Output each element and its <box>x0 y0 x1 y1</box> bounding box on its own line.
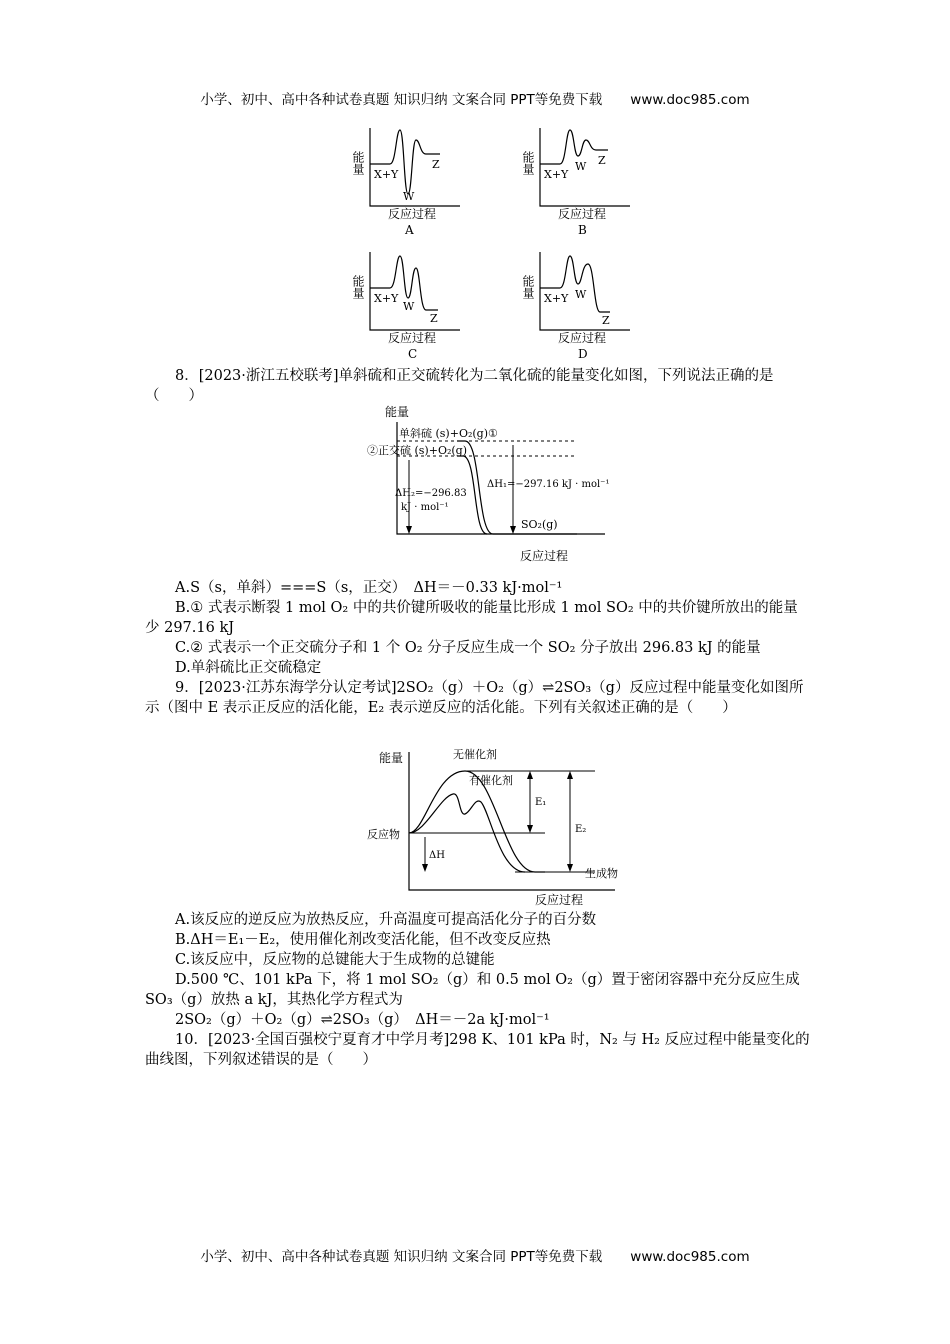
q7-diagram-b <box>520 126 640 236</box>
svg-text:反应过程: 反应过程 <box>558 207 607 221</box>
svg-text:W: W <box>403 190 415 203</box>
q7-diagram-d <box>520 250 640 360</box>
svg-text:生成物: 生成物 <box>585 867 618 880</box>
q7-ylabel: 能量 <box>351 151 365 175</box>
svg-text:ΔH₂=−296.83: ΔH₂=−296.83 <box>395 488 467 499</box>
svg-text:B: B <box>578 223 587 237</box>
svg-text:D: D <box>578 347 588 361</box>
q8-stem: 8．[2023·浙江五校联考]单斜硫和正交硫转化为二氧化硫的能量变化如图，下列说法正确的是（ ） <box>145 368 774 404</box>
q8-xlabel: 反应过程 <box>520 549 569 563</box>
svg-text:能量: 能量 <box>521 275 535 299</box>
q10-stem: 10．[2023·全国百强校宁夏育才中学月考]298 K、101 kPa 时，N₂ 与 H₂ 反应过程中能量变化的曲线图，下列叙述错误的是（ ） <box>145 1032 810 1068</box>
svg-text:反应过程: 反应过程 <box>388 207 437 221</box>
q8-option-a[interactable]: A.S（s，单斜）===S（s，正交） ΔH＝－0.33 kJ·mol⁻¹ <box>175 580 563 596</box>
svg-text:SO₂(g): SO₂(g) <box>521 518 558 531</box>
svg-text:有催化剂: 有催化剂 <box>469 774 513 787</box>
svg-text:X+Y: X+Y <box>544 292 569 305</box>
q8-block <box>145 366 810 406</box>
svg-text:ΔH: ΔH <box>429 850 445 861</box>
q9-options <box>145 910 810 1070</box>
svg-text:W: W <box>575 288 587 301</box>
svg-text:反应过程: 反应过程 <box>388 331 437 345</box>
footer-text: 小学、初中、高中各种试卷真题 知识归纳 文案合同 PPT等免费下载 <box>200 1249 603 1265</box>
svg-text:②正交硫 (s)+O₂(g): ②正交硫 (s)+O₂(g) <box>367 444 467 457</box>
q9-option-b[interactable]: B.ΔH＝E₁－E₂，使用催化剂改变活化能，但不改变反应热 <box>175 932 551 948</box>
svg-text:反应物: 反应物 <box>367 828 400 841</box>
q8-option-d[interactable]: D.单斜硫比正交硫稳定 <box>175 660 322 676</box>
header-text: 小学、初中、高中各种试卷真题 知识归纳 文案合同 PPT等免费下载 <box>200 92 603 108</box>
q7-option-label: A <box>405 223 414 237</box>
q9-xlabel: 反应过程 <box>535 893 584 907</box>
q9-option-c[interactable]: C.该反应中，反应物的总键能大于生成物的总键能 <box>175 952 495 968</box>
svg-text:W: W <box>575 160 587 173</box>
q9-option-d-equation: 2SO₂（g）＋O₂（g）⇌2SO₃（g） ΔH＝－2a kJ·mol⁻¹ <box>175 1012 550 1028</box>
svg-text:能量: 能量 <box>521 151 535 175</box>
q9-option-a[interactable]: A.该反应的逆反应为放热反应，升高温度可提高活化分子的百分数 <box>175 912 597 928</box>
page-footer <box>0 1245 950 1265</box>
svg-text:ΔH₁=−297.16 kJ · mol⁻¹: ΔH₁=−297.16 kJ · mol⁻¹ <box>487 479 610 490</box>
q8-energy-diagram <box>365 404 615 574</box>
q8-option-b[interactable]: B.① 式表示断裂 1 mol O₂ 中的共价键所吸收的能量比形成 1 mol SO₂ 中的共价键所放出的能量少 297.16 kJ <box>145 600 798 636</box>
svg-text:Z: Z <box>598 154 606 167</box>
svg-text:无催化剂: 无催化剂 <box>453 748 497 761</box>
header-site[interactable]: www.doc985.com <box>630 92 750 108</box>
footer-site[interactable]: www.doc985.com <box>630 1249 750 1265</box>
page-header <box>0 88 950 108</box>
q7-diagram-a <box>350 126 470 236</box>
q9-energy-diagram <box>365 742 625 907</box>
svg-text:X+Y: X+Y <box>374 168 399 181</box>
q7-diagram-c <box>350 250 470 360</box>
svg-text:Z: Z <box>602 314 610 327</box>
svg-text:C: C <box>408 347 418 361</box>
svg-text:X+Y: X+Y <box>544 168 569 181</box>
q8-option-c[interactable]: C.② 式表示一个正交硫分子和 1 个 O₂ 分子反应生成一个 SO₂ 分子放出 296.83 kJ 的能量 <box>175 640 761 656</box>
svg-text:Z: Z <box>432 158 440 171</box>
svg-text:E₂: E₂ <box>575 824 587 835</box>
svg-text:Z: Z <box>430 312 438 325</box>
q9-option-d[interactable]: D.500 ℃、101 kPa 下，将 1 mol SO₂（g）和 0.5 mol O₂（g）置于密闭容器中充分反应生成 SO₃（g）放热 a kJ，其热化学方程式为 <box>145 972 800 1008</box>
svg-text:反应过程: 反应过程 <box>558 331 607 345</box>
svg-text:kJ · mol⁻¹: kJ · mol⁻¹ <box>401 502 449 513</box>
svg-text:能量: 能量 <box>351 275 365 299</box>
q8-ylabel: 能量 <box>385 405 410 419</box>
svg-text:W: W <box>403 300 415 313</box>
q9-stem: 9．[2023·江苏东海学分认定考试]2SO₂（g）＋O₂（g）⇌2SO₃（g）反应过程中能量变化如图所示（图中 E 表示正反应的活化能，E₂ 表示逆反应的活化能。下列有关叙述正确的是（ ） <box>145 680 804 716</box>
svg-text:E₁: E₁ <box>535 797 547 808</box>
q8-options <box>145 578 810 718</box>
svg-text:单斜硫 (s)+O₂(g)①: 单斜硫 (s)+O₂(g)① <box>399 427 498 440</box>
svg-text:X+Y: X+Y <box>374 292 399 305</box>
q9-ylabel: 能量 <box>379 751 404 765</box>
